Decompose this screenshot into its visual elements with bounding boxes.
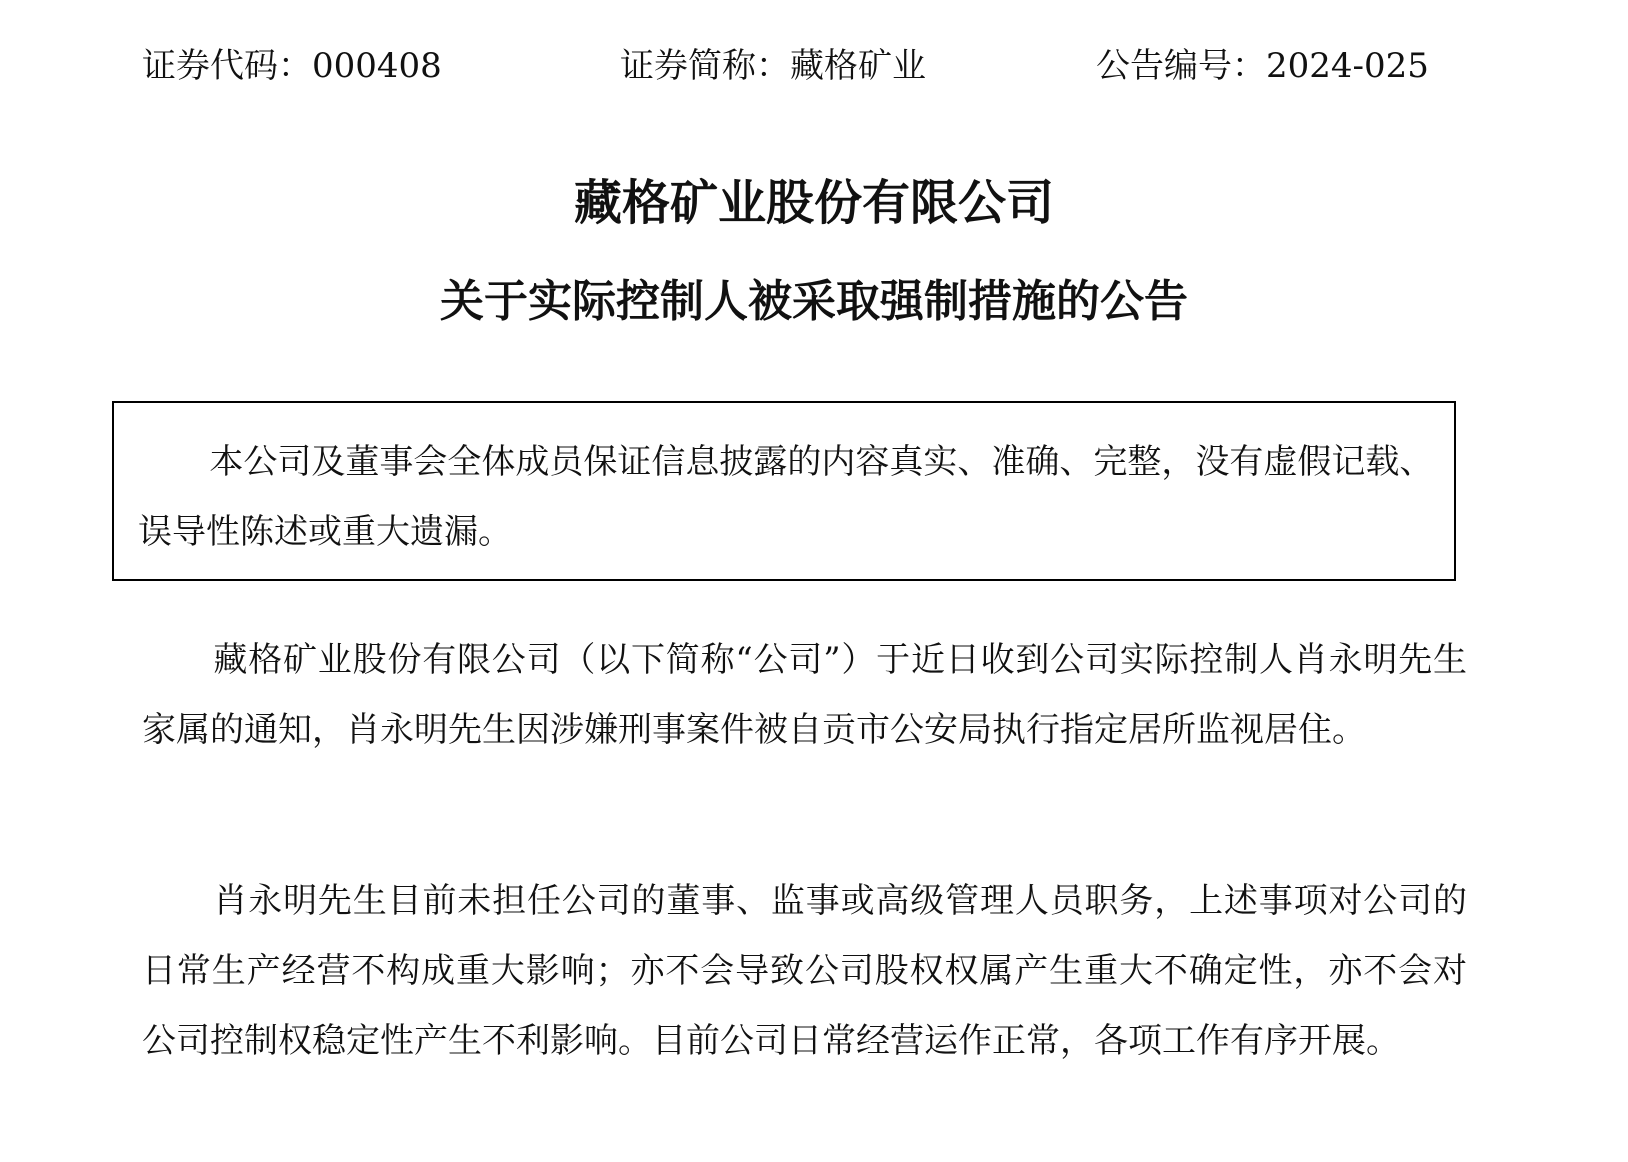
body-paragraph-2: 肖永明先生目前未担任公司的董事、监事或高级管理人员职务，上述事项对公司的日常生产经营不构成重大影响；亦不会导致公司股权权属产生重大不确定性，亦不会对公司控制权稳定性产生不利影响。目前公司日常经营运作正常，各项工作有序开展。 — [142, 881, 1467, 1061]
company-title: 藏格矿业股份有限公司 — [573, 175, 1054, 231]
body-paragraph-1: 藏格矿业股份有限公司（以下简称“公司”）于近日收到公司实际控制人肖永明先生家属的通知，肖永明先生因涉嫌刑事案件被自贡市公安局执行指定居所监视居住。 — [142, 640, 1467, 750]
stock-short-name: 证券简称：藏格矿业 — [620, 46, 926, 86]
notice-title: 关于实际控制人被采取强制措施的公告 — [440, 276, 1188, 327]
stock-code: 证券代码：000408 — [142, 46, 442, 86]
notice-number: 公告编号：2024-025 — [1096, 46, 1429, 86]
declaration-text: 本公司及董事会全体成员保证信息披露的内容真实、准确、完整，没有虚假记载、误导性陈述或重大遗漏。 — [138, 442, 1434, 552]
declaration-box — [112, 401, 1456, 581]
